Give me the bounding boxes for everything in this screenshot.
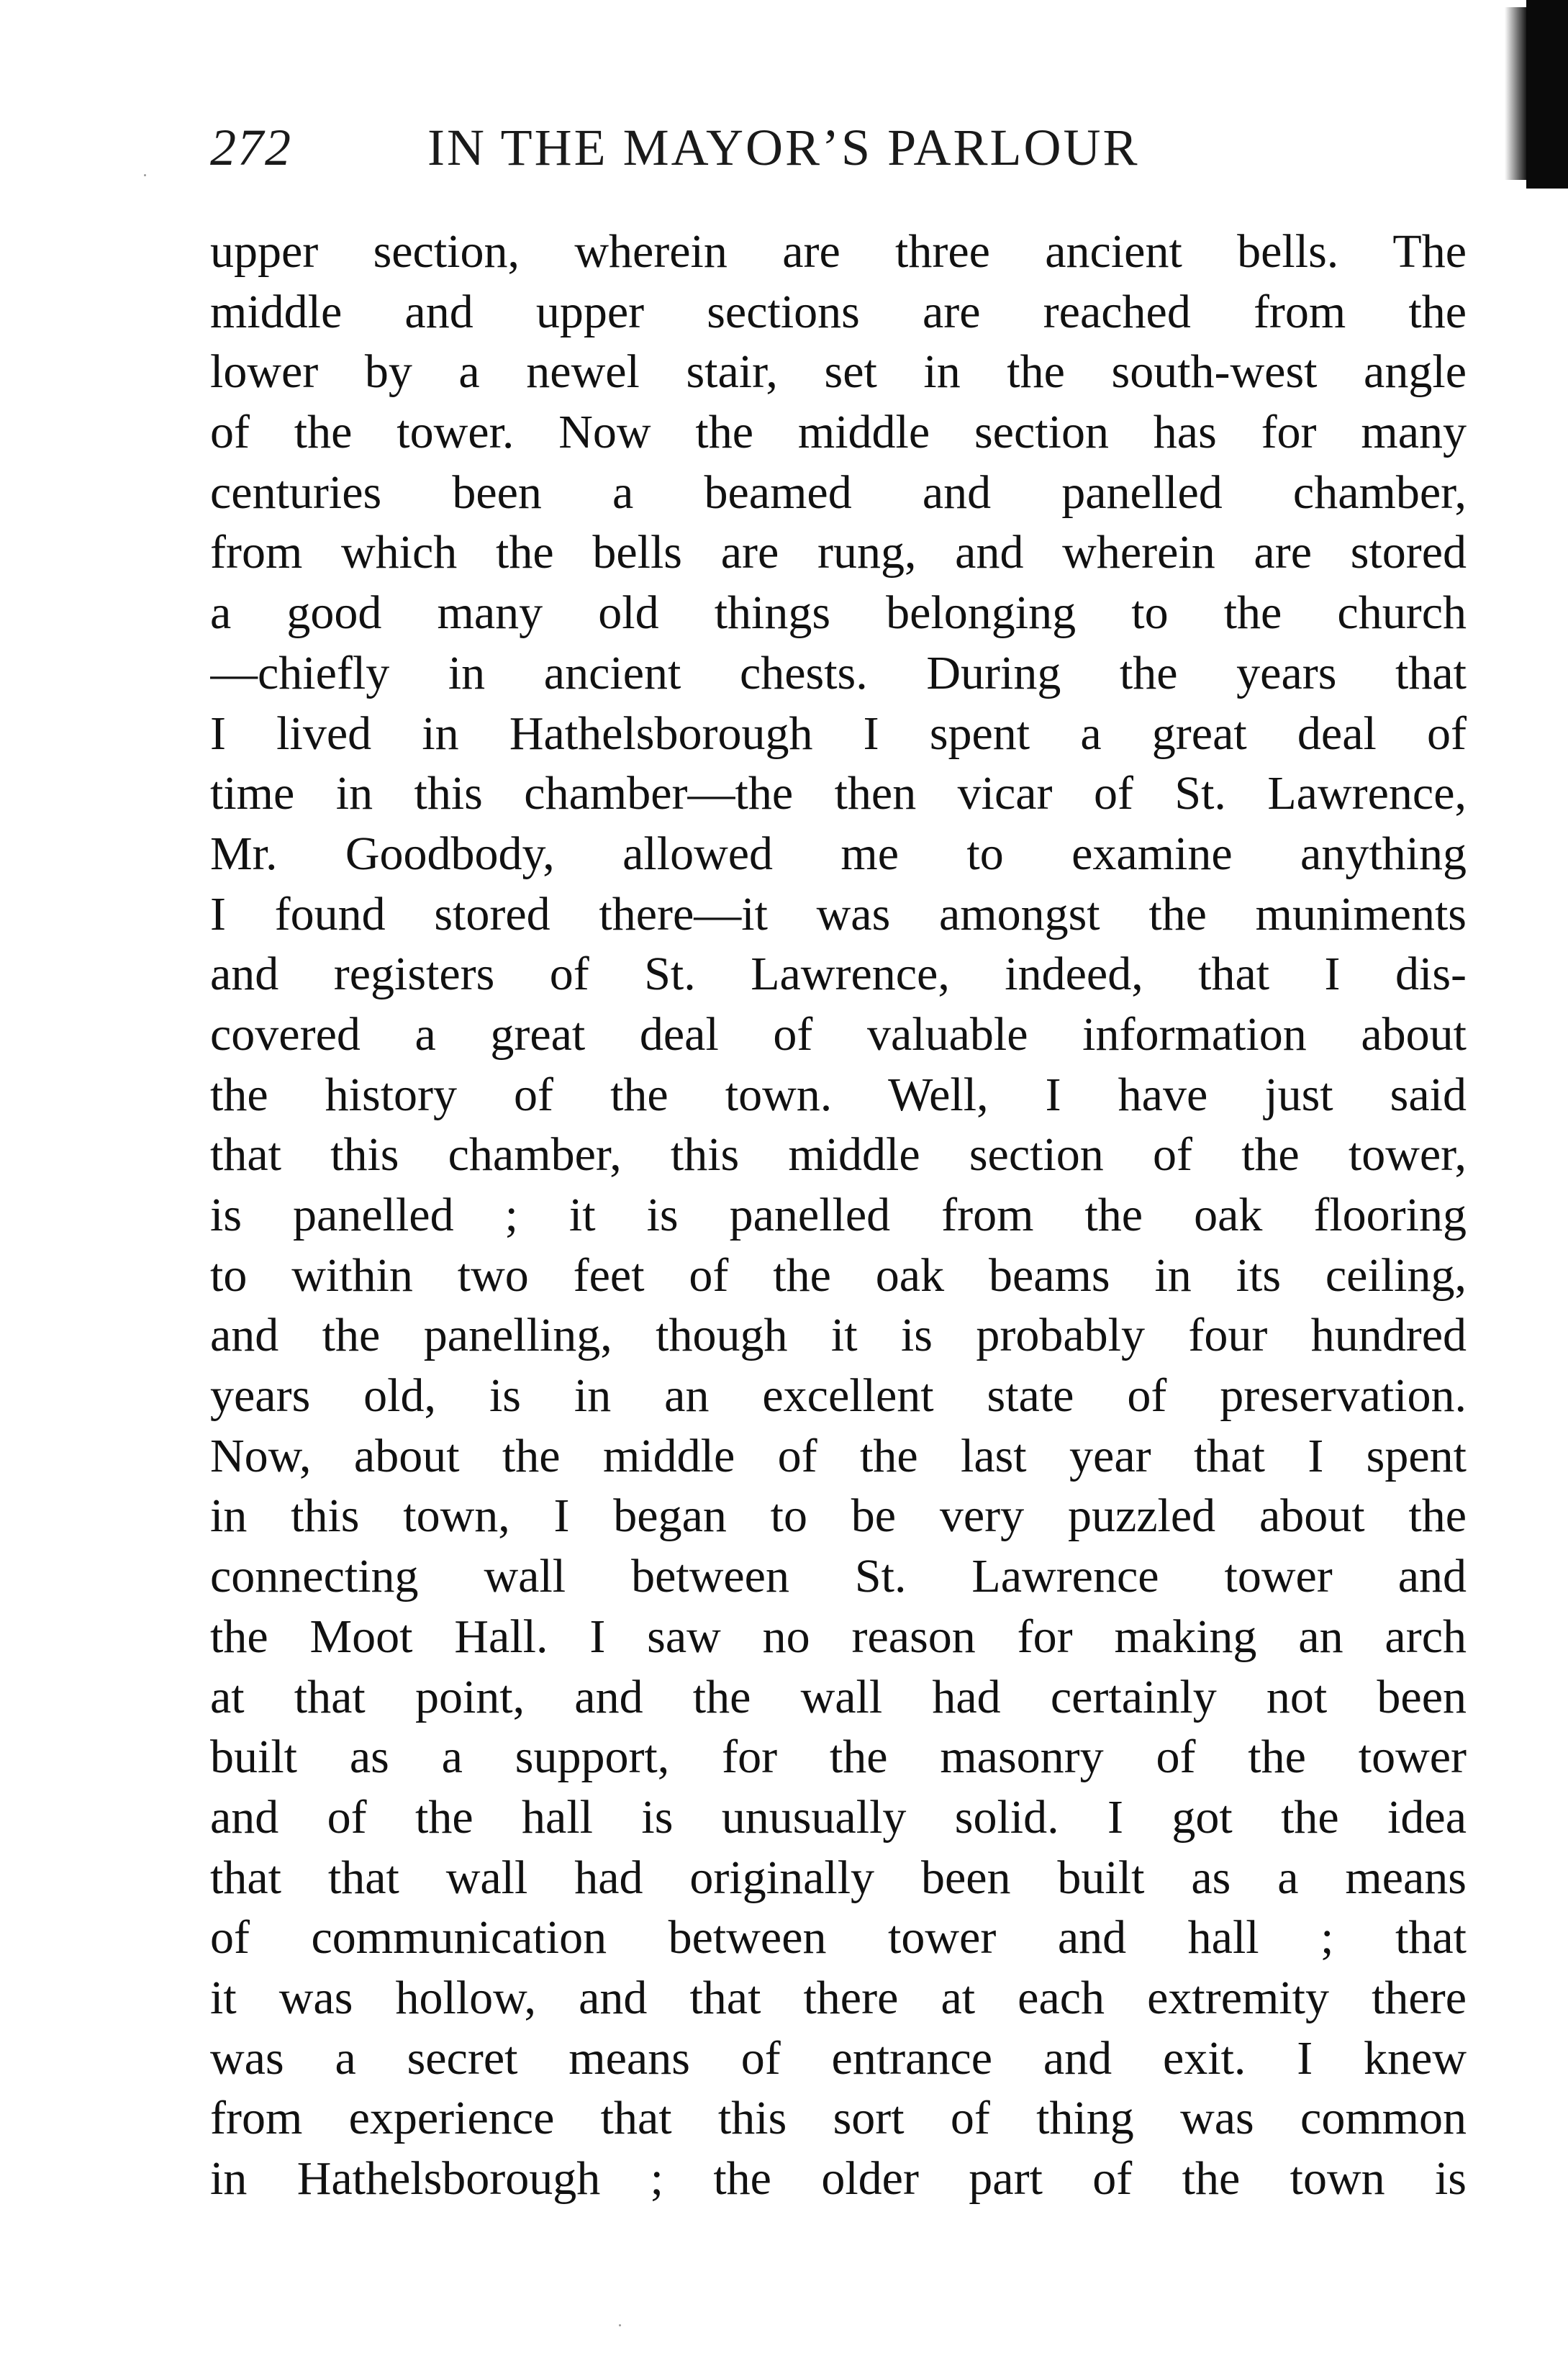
- text-line: that this chamber, this middle section of the tower,: [210, 1128, 1467, 1182]
- text-line: a good many old things belonging to the church: [210, 586, 1467, 640]
- text-line: was a secret means of entrance and exit. I knew: [210, 2031, 1467, 2085]
- text-line: lower by a newel stair, set in the south-west angle: [210, 345, 1467, 399]
- text-line: at that point, and the wall had certainly not been: [210, 1670, 1467, 1723]
- scan-speck: [144, 174, 146, 176]
- text-line: and the panelling, though it is probably four hundred: [210, 1309, 1467, 1362]
- text-line: connecting wall between St. Lawrence tower and: [210, 1550, 1467, 1603]
- text-line: and of the hall is unusually solid. I got the idea: [210, 1790, 1467, 1844]
- text-line: —chiefly in ancient chests. During the years that: [210, 646, 1467, 699]
- text-line: centuries been a beamed and panelled chamber,: [210, 466, 1467, 519]
- text-line: middle and upper sections are reached from the: [210, 285, 1467, 338]
- text-line: time in this chamber—the then vicar of St. Lawrence,: [210, 767, 1467, 820]
- text-line: covered a great deal of valuable information about: [210, 1007, 1467, 1061]
- text-line: from which the bells are rung, and wherein are stored: [210, 526, 1467, 579]
- body-text: [210, 222, 1467, 2209]
- text-line: of the tower. Now the middle section has for many: [210, 406, 1467, 459]
- page-number: 272: [210, 119, 292, 176]
- text-line: Now, about the middle of the last year that I spent: [210, 1429, 1467, 1482]
- text-line: of communication between tower and hall ; that: [210, 1911, 1467, 1964]
- text-line: in this town, I began to be very puzzled about the: [210, 1490, 1467, 1543]
- text-line: to within two feet of the oak beams in its ceiling,: [210, 1248, 1467, 1302]
- running-head: [210, 118, 1467, 190]
- text-line: the Moot Hall. I saw no reason for making an arch: [210, 1610, 1467, 1663]
- text-line: upper section, wherein are three ancient bells. The: [210, 225, 1467, 278]
- text-line: it was hollow, and that there at each extremity there: [210, 1971, 1467, 2024]
- running-title: IN THE MAYOR’S PARLOUR: [427, 119, 1140, 176]
- text-line: that that wall had originally been built as a means: [210, 1851, 1467, 1904]
- text-line: years old, is in an excellent state of preservation.: [210, 1369, 1467, 1423]
- text-line: I found stored there—it was amongst the muniments: [210, 887, 1467, 940]
- scan-edge-shadow: [1526, 0, 1568, 189]
- text-line: built as a support, for the masonry of the tower: [210, 1731, 1467, 1784]
- text-line: in Hathelsborough ; the older part of the town is: [210, 2152, 1467, 2205]
- text-line: and registers of St. Lawrence, indeed, that I dis-: [210, 948, 1467, 1001]
- scan-speck: [619, 2324, 621, 2326]
- text-line: I lived in Hathelsborough I spent a great deal of: [210, 707, 1467, 760]
- text-line: Mr. Goodbody, allowed me to examine anything: [210, 827, 1467, 880]
- text-line: from experience that this sort of thing was common: [210, 2092, 1467, 2145]
- text-line: is panelled ; it is panelled from the oak flooring: [210, 1189, 1467, 1241]
- text-line: the history of the town. Well, I have just said: [210, 1068, 1467, 1121]
